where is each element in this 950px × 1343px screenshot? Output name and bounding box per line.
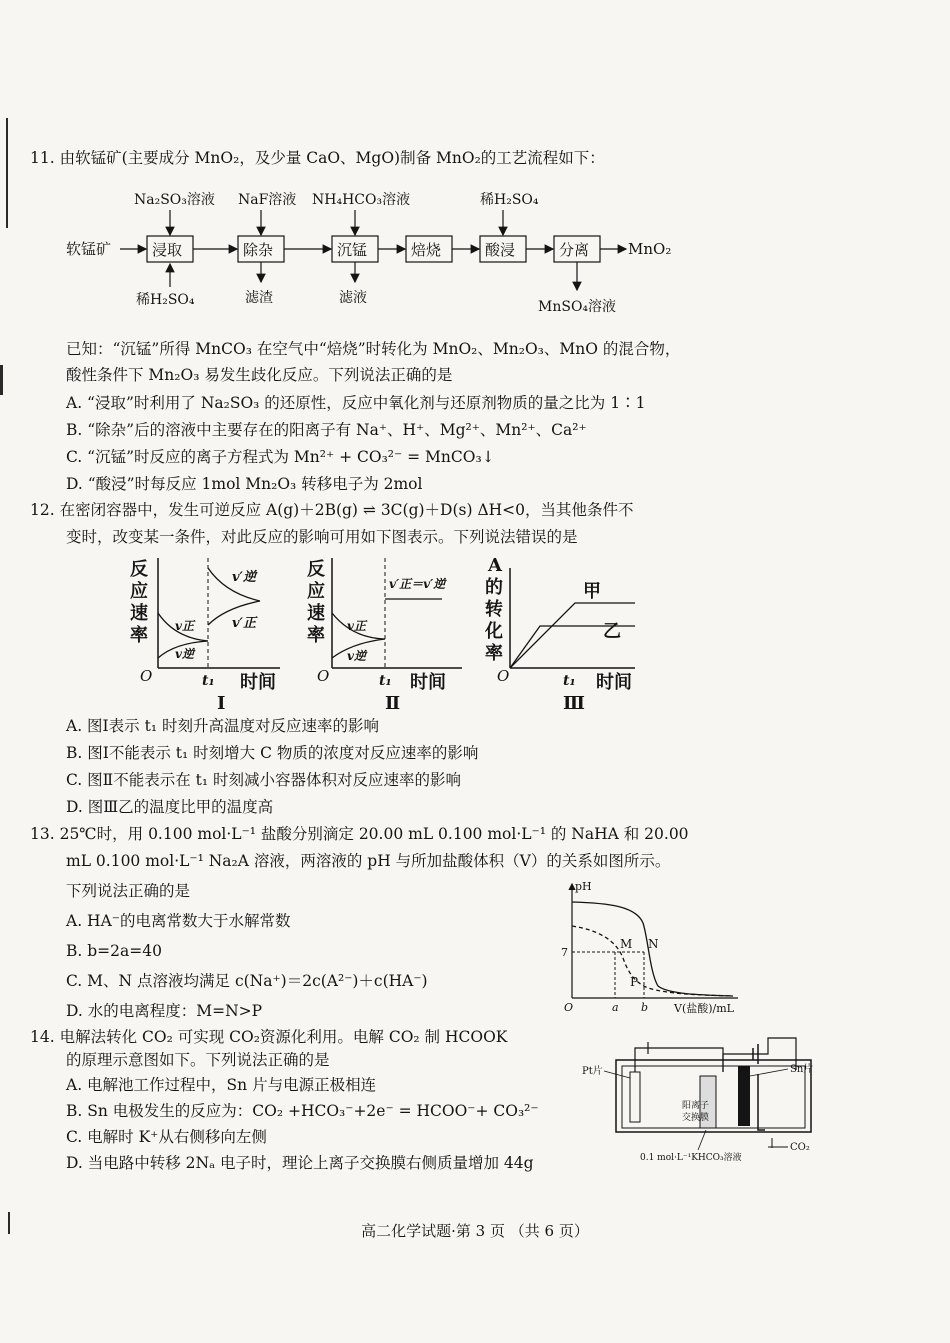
ph-point-m: M <box>620 937 633 951</box>
g2-eq: v′正＝v′逆 <box>389 577 446 591</box>
ph-y7: 7 <box>561 946 568 959</box>
apparatus-membrane-label-1: 阳离子 <box>682 1101 710 1111</box>
g2-ylabel-2: 应 <box>307 581 325 602</box>
g2-caption: Ⅱ <box>385 693 401 713</box>
g2-t1: t₁ <box>379 673 392 689</box>
q13-option-c: C. M、N 点溶液均满足 c(Na⁺)＝2c(A²⁻)＋c(HA⁻) <box>66 972 428 990</box>
flow-input-h2so4-top: 稀H₂SO₄ <box>480 192 539 208</box>
g1-v-fwd: v正 <box>175 619 194 633</box>
q12-graph-3 <box>485 553 645 713</box>
g3-curve-1: 甲 <box>583 581 601 602</box>
g1-origin: O <box>140 667 153 685</box>
q14-option-b: B. Sn 电极发生的反应为：CO₂ +HCO₃⁻+2e⁻ = HCOO⁻+ CO₃²⁻ <box>66 1102 539 1120</box>
ph-xlabel: V(盐酸)/mL <box>674 1002 734 1015</box>
g3-origin: O <box>497 667 510 685</box>
g3-ylabel-1: A <box>488 555 502 576</box>
flow-input-naf: NaF溶液 <box>238 192 297 208</box>
g2-origin: O <box>317 667 330 685</box>
g2-ylabel-3: 速 <box>307 603 325 624</box>
flow-output-mnso4: MnSO₄溶液 <box>538 299 617 315</box>
page-footer: 高二化学试题·第 3 页 （共 6 页） <box>361 1222 589 1240</box>
flow-output-residue: 滤渣 <box>245 290 273 306</box>
g3-t1: t₁ <box>563 673 576 689</box>
flow-step-5: 酸浸 <box>485 241 516 259</box>
g1-ylabel-1: 反 <box>130 559 148 580</box>
q14-option-c: C. 电解时 K⁺从右侧移向左侧 <box>66 1128 267 1146</box>
g1-ylabel-2: 应 <box>130 581 148 602</box>
g3-ylabel-5: 率 <box>485 643 503 664</box>
q11-option-d: D. “酸浸”时每反应 1mol Mn₂O₃ 转移电子为 2mol <box>66 475 423 493</box>
q14-stem-1: 14. 电解法转化 CO₂ 可实现 CO₂资源化利用。电解 CO₂ 制 HCOOK <box>30 1028 508 1046</box>
q12-stem-2: 变时，改变某一条件，对此反应的影响可用如下图表示。下列说法错误的是 <box>66 528 578 546</box>
g1-ylabel-4: 率 <box>130 625 148 646</box>
g1-xlabel: 时间 <box>240 672 276 693</box>
ph-point-n: N <box>648 937 659 951</box>
ph-origin: O <box>564 1001 574 1014</box>
q11-stem: 11. 由软锰矿(主要成分 MnO₂，及少量 CaO、MgO)制备 MnO₂的工艺流程如下： <box>30 149 605 167</box>
g2-xlabel: 时间 <box>410 672 446 693</box>
g3-ylabel-3: 转 <box>485 599 503 620</box>
apparatus-co2-label: CO₂ <box>790 1142 810 1153</box>
flow-output-filtrate: 滤液 <box>339 290 367 306</box>
flow-raw-label: 软锰矿 <box>66 240 112 258</box>
apparatus-sn-label: Sn片 <box>790 1064 814 1075</box>
q13-option-b: B. b=2a=40 <box>66 942 162 960</box>
g3-curve-2: 乙 <box>603 621 621 642</box>
q13-ph-graph <box>558 878 748 1018</box>
q13-stem-1: 13. 25℃时，用 0.100 mol·L⁻¹ 盐酸分别滴定 20.00 mL 0.100 mol·L⁻¹ 的 NaHA 和 20.00 <box>30 825 689 843</box>
q11-option-c: C. “沉锰”时反应的离子方程式为 Mn²⁺ + CO₃²⁻ = MnCO₃↓ <box>66 448 495 466</box>
ph-point-p: P <box>630 975 639 989</box>
q11-known-2: 酸性条件下 Mn₂O₃ 易发生歧化反应。下列说法正确的是 <box>66 366 453 384</box>
q13-option-a: A. HA⁻的电离常数大于水解常数 <box>66 912 291 930</box>
flow-input-nh4hco3: NH₄HCO₃溶液 <box>312 192 411 208</box>
g1-v-rev2: v′逆 <box>232 570 256 585</box>
flow-input-h2so4-bottom: 稀H₂SO₄ <box>136 292 195 308</box>
flow-product: MnO₂ <box>628 240 672 258</box>
q11-known-1: 已知：“沉锰”所得 MnCO₃ 在空气中“焙烧”时转化为 MnO₂、Mn₂O₃、MnO 的混合物， <box>66 340 681 358</box>
q13-stem-3: 下列说法正确的是 <box>66 882 191 900</box>
q12-stem-1: 12. 在密闭容器中，发生可逆反应 A(g)＋2B(g) ⇌ 3C(g)＋D(s) ΔH<0，当其他条件不 <box>30 501 634 519</box>
g1-v-fwd2: v′正 <box>232 616 256 631</box>
g2-v-fwd: v正 <box>347 619 366 633</box>
ph-tick-a: a <box>612 1001 619 1014</box>
q12-option-c: C. 图Ⅱ不能表示在 t₁ 时刻减小容器体积对反应速率的影响 <box>66 771 461 789</box>
g3-ylabel-2: 的 <box>485 577 503 598</box>
apparatus-solution-label: 0.1 mol·L⁻¹KHCO₃溶液 <box>640 1153 742 1163</box>
q11-option-b: B. “除杂”后的溶液中主要存在的阳离子有 Na⁺、H⁺、Mg²⁺、Mn²⁺、Ca²⁺ <box>66 421 587 439</box>
q13-option-d: D. 水的电离程度：M=N>P <box>66 1002 263 1020</box>
g2-ylabel-1: 反 <box>307 559 325 580</box>
q13-stem-2: mL 0.100 mol·L⁻¹ Na₂A 溶液，两溶液的 pH 与所加盐酸体积（V）的关系如图所示。 <box>66 852 671 870</box>
g1-v-rev: v逆 <box>175 647 194 661</box>
g1-t1: t₁ <box>202 673 215 689</box>
ph-tick-b: b <box>641 1001 649 1014</box>
flow-step-4: 焙烧 <box>411 241 442 259</box>
flow-step-6: 分离 <box>559 241 590 259</box>
flow-input-na2so3: Na₂SO₃溶液 <box>134 192 215 208</box>
q12-graph-1 <box>130 553 290 713</box>
g3-caption: Ⅲ <box>563 693 585 713</box>
flow-step-2: 除杂 <box>243 241 274 259</box>
q12-option-d: D. 图Ⅲ乙的温度比甲的温度高 <box>66 798 274 816</box>
q12-graph-2 <box>307 553 472 713</box>
q14-option-a: A. 电解池工作过程中，Sn 片与电源正极相连 <box>66 1076 377 1094</box>
flow-step-3: 沉锰 <box>337 241 368 259</box>
q14-option-d: D. 当电路中转移 2Nₐ 电子时，理论上离子交换膜右侧质量增加 44g <box>66 1154 534 1172</box>
scan-mark-mid <box>0 365 3 395</box>
q14-stem-2: 的原理示意图如下。下列说法正确的是 <box>66 1051 330 1069</box>
apparatus-pt-label: Pt片 <box>582 1066 603 1077</box>
g1-ylabel-3: 速 <box>130 603 148 624</box>
flow-step-1: 浸取 <box>152 241 183 259</box>
q11-flowchart <box>0 182 950 322</box>
g3-xlabel: 时间 <box>596 672 632 693</box>
g2-v-rev: v逆 <box>347 649 366 663</box>
g1-caption: Ⅰ <box>217 693 226 713</box>
apparatus-membrane-label-2: 交换膜 <box>682 1113 710 1123</box>
g2-ylabel-4: 率 <box>307 625 325 646</box>
ph-ylabel: pH <box>575 880 592 893</box>
q12-option-a: A. 图Ⅰ表示 t₁ 时刻升高温度对反应速率的影响 <box>66 717 379 735</box>
q12-option-b: B. 图Ⅰ不能表示 t₁ 时刻增大 C 物质的浓度对反应速率的影响 <box>66 744 479 762</box>
g3-ylabel-4: 化 <box>485 621 503 642</box>
q11-option-a: A. “浸取”时利用了 Na₂SO₃ 的还原性，反应中氧化剂与还原剂物质的量之比为 1∶1 <box>66 394 646 412</box>
q14-electrolysis-apparatus <box>578 1030 828 1165</box>
